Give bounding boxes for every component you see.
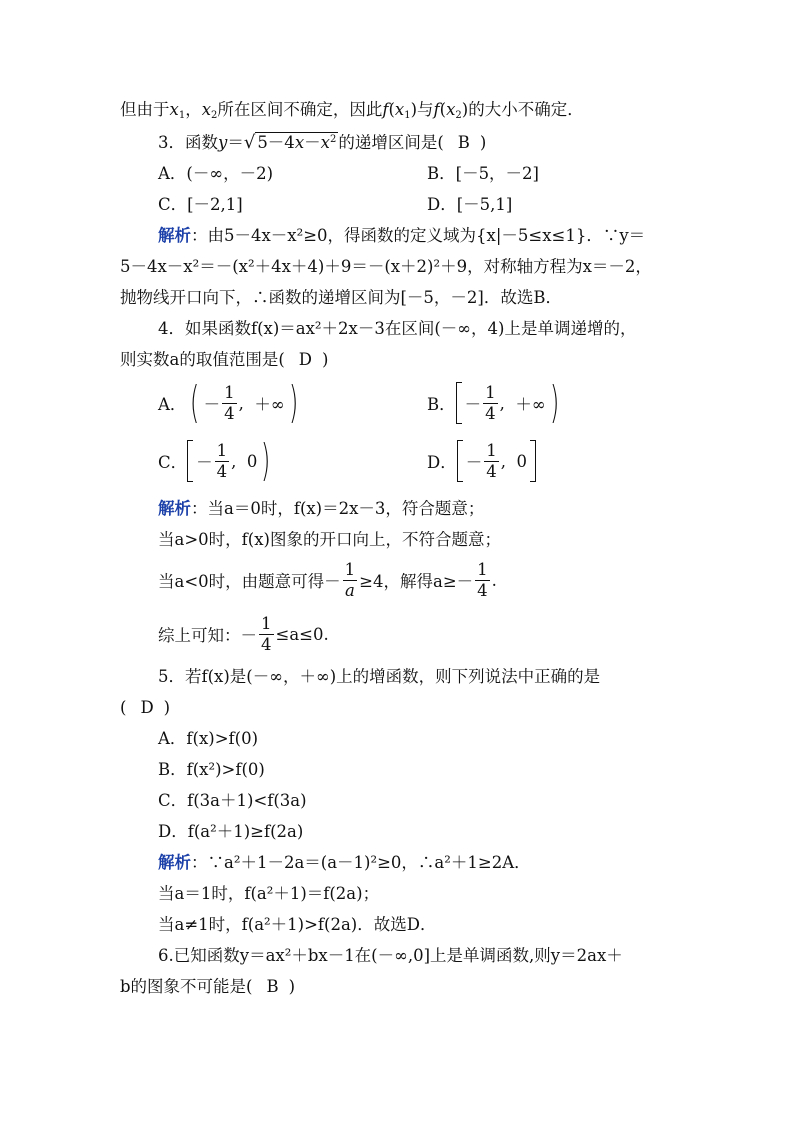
question-5-line-2 [120,698,170,718]
solution-label: 解析 [158,226,191,245]
q3-option-d: D．[－5,1] [427,195,513,214]
text: 综上可知：－ [158,626,257,645]
text: 的递增区间是( [338,133,444,152]
text: ≤a≤0. [275,624,329,644]
answer-letter: D [140,698,154,717]
q4-option-b: B． － $\frac{1}{4}$ , ＋∞ ) [427,377,559,428]
q4-solution-1 [158,499,484,519]
left-bracket [456,382,462,424]
q3-option-b: B．[－5，－2] [427,164,539,183]
question-3: 3．函数y＝√ $5-4x-x^2$ 的递增区间是( B ) [158,132,487,153]
question-6-line-2 [120,977,295,997]
q5-option-a: A．f(x)>f(0) [158,729,259,748]
question-4-line-2 [120,350,328,370]
text: ) [479,133,487,152]
text: 3．函数 [158,133,218,152]
q3-option-a: A．(－∞，－2) [158,164,274,183]
text: ( [120,698,127,717]
question-6-line-1: 6.已知函数y＝ax²＋bx－1在(－∞,0]上是单调函数,则y＝2ax＋ [158,946,623,965]
question-4-line-1: 4．如果函数f(x)＝ax²＋2x－3在区间(－∞，4)上是单调递增的， [158,319,637,338]
text: 的大小不确定． [468,100,584,119]
option-label: D． [427,453,457,472]
q3-option-c: C．[－2,1] [158,195,243,214]
text: ：∵a²＋1－2a＝(a－1)²≥0，∴a²＋1≥2A． [191,853,531,872]
q4-option-a: A． ( － $\frac{1}{4}$ , ＋∞ ) [158,377,298,428]
option-label: A． [158,395,187,414]
solution-label: 解析 [158,499,191,518]
question-5-line-1: 5．若f(x)是(－∞，＋∞)上的增函数，则下列说法中正确的是 [158,667,601,686]
fraction: $\frac{1}{4}$ [485,382,496,423]
option-label: C． [158,453,188,472]
fraction: $\frac{1}{a}$ [344,559,356,600]
q4-solution-4 [158,611,329,657]
answer-letter: D [298,350,313,369]
text: 所在区间不确定，因此 [217,100,383,119]
q5-solution-3: 当a≠1时，f(a²＋1)>f(2a)．故选D． [158,915,437,934]
text: b的图象不可能是( [120,977,253,996]
text: 但由于 [120,100,170,119]
q5-solution-1 [158,853,531,873]
text: ：当a＝0时，f(x)＝2x－3，符合题意； [191,499,485,518]
solution-label: 解析 [158,853,191,872]
answer-letter: B [266,977,279,996]
fraction: $\frac{1}{4}$ [261,613,272,654]
q5-solution-2: 当a＝1时，f(a²＋1)＝f(2a)； [158,884,380,903]
right-paren: ) [549,377,559,428]
text: ：由5－4x－x²≥0，得函数的定义域为{x|－5≤x≤1}．∵y＝ [191,226,646,245]
text: ) [163,698,171,717]
left-paren: ( [190,377,200,428]
left-bracket [187,440,193,482]
q4-solution-2: 当a>0时，f(x)图象的开口向上，不符合题意； [158,530,501,549]
line-1: 但由于$x_1$，$x_2$所在区间不确定，因此$f(x_1)$与$f(x_2)$的大小不确定． [120,100,584,121]
fraction: $\frac{1}{4}$ [216,440,228,481]
q5-option-b: B．f(x²)>f(0) [158,760,265,779]
text: ) [288,977,296,996]
q3-solution-2: 5－4x－x²＝－(x²＋4x＋4)＋9＝－(x＋2)²＋9，对称轴方程为x＝－2， [120,257,652,276]
text: 当a<0时，由题意可得－ [158,572,341,591]
q5-option-c: C．f(3a＋1)<f(3a) [158,791,307,810]
fraction: $\frac{1}{4}$ [224,382,235,423]
q5-option-d: D．f(a²＋1)≥f(2a) [158,822,304,841]
text: 则实数a的取值范围是( [120,350,285,369]
option-label: B． [427,395,456,414]
q4-solution-3: 当a<0时，由题意可得－ $\frac{1}{a}$ ≥4，解得a≥－ $\frac{1}{4}$ . [158,559,497,600]
right-paren: ) [261,435,271,486]
fraction: $\frac{1}{4}$ [477,559,488,600]
answer-letter: B [457,133,470,152]
right-bracket [530,440,536,482]
fraction: $\frac{1}{4}$ [486,440,497,481]
right-paren: ) [288,377,298,428]
q4-option-c: C． － $\frac{1}{4}$ , 0 ) [158,435,271,486]
text: ) [322,350,329,369]
left-bracket [457,440,463,482]
q4-option-d: D． － $\frac{1}{4}$ , 0 [427,439,536,483]
text: ≥4，解得a≥－ [359,572,474,591]
q3-solution-3: 抛物线开口向下，∴函数的递增区间为[－5，－2]．故选B． [120,288,562,307]
q3-solution-1 [158,226,645,246]
